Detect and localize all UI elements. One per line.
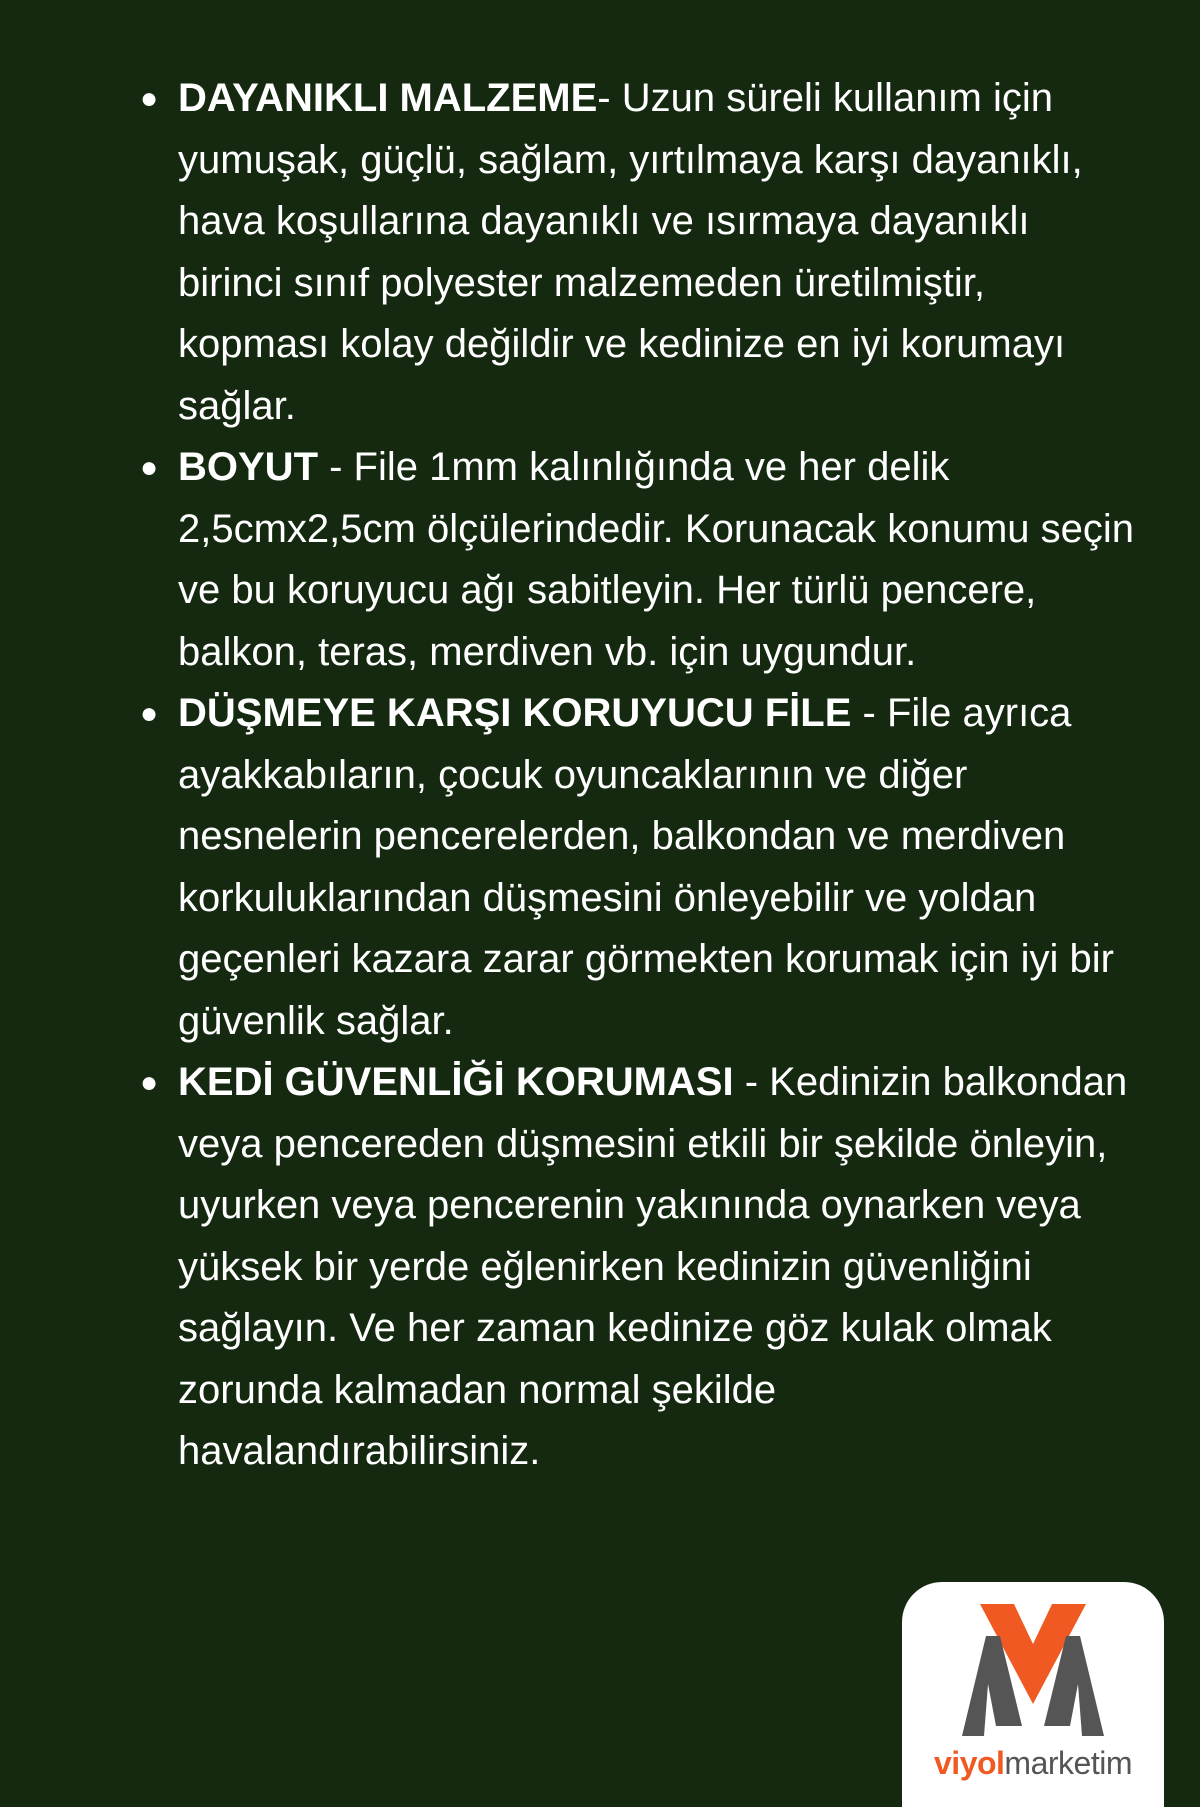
feature-item-size — [140, 437, 1138, 683]
feature-item-fall-protection — [140, 683, 1138, 1052]
m-logo-icon — [962, 1604, 1104, 1736]
feature-text: - Uzun süreli kullanım için yumuşak, güçlü, sağlam, yırtılmaya karşı dayanıklı, hava koşullarına dayanıklı ve ısırmaya dayanıklı birinci sınıf polyester malzemeden üretilmiştir, kopması kolay değildir ve kedinize en iyi korumayı sağlar. — [178, 76, 1083, 428]
logo-wordmark — [902, 1745, 1164, 1782]
bullet-icon: ● — [140, 697, 159, 730]
feature-list — [140, 68, 1138, 1483]
bullet-icon: ● — [140, 82, 159, 115]
feature-heading: DÜŞMEYE KARŞI KORUYUCU FİLE — [178, 691, 852, 735]
bullet-icon: ● — [140, 1066, 159, 1099]
feature-item-cat-safety — [140, 1052, 1138, 1483]
feature-text: - Kedinizin balkondan veya pencereden düşmesini etkili bir şekilde önleyin, uyurken veya pencerenin yakınında oynarken veya yüksek bir yerde eğlenirken kedinizin güvenliğini sağlayın. Ve her zaman kedinize göz kulak olmak zorunda kalmadan normal şekilde havalandırabilirsiniz. — [178, 1060, 1128, 1473]
feature-heading: KEDİ GÜVENLİĞİ KORUMASI — [178, 1060, 734, 1104]
feature-heading: DAYANIKLI MALZEME — [178, 76, 598, 120]
logo-text-main: marketim — [1004, 1745, 1132, 1781]
logo-text-accent: viyol — [934, 1745, 1005, 1781]
feature-item-durable-material — [140, 68, 1138, 437]
feature-heading: BOYUT — [178, 445, 318, 489]
feature-text: - File 1mm kalınlığında ve her delik 2,5cmx2,5cm ölçülerindedir. Korunacak konumu seçin ve bu koruyucu ağı sabitleyin. Her türlü pencere, balkon, teras, merdiven vb. için uygundur. — [178, 445, 1135, 674]
brand-logo — [902, 1582, 1164, 1807]
feature-text: - File ayrıca ayakkabıların, çocuk oyuncaklarının ve diğer nesnelerin pencerelerden, balkondan ve merdiven korkuluklarından düşmesini önleyebilir ve yoldan geçenleri kazara zarar görmekten korumak için iyi bir güvenlik sağlar. — [178, 691, 1114, 1043]
bullet-icon: ● — [140, 451, 159, 484]
